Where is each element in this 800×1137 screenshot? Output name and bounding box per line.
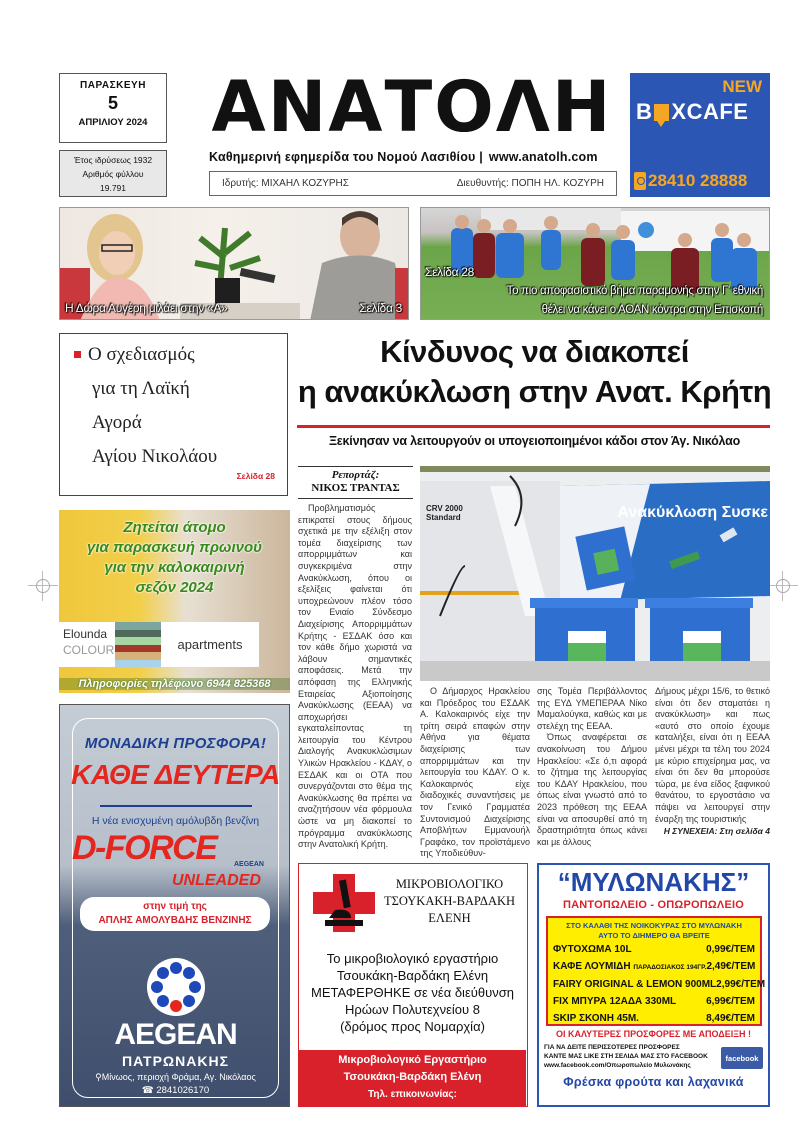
lab-title-line: ΕΛΕΝΗ xyxy=(428,911,471,925)
aegean-small-logo: AEGEAN xyxy=(234,861,264,868)
article-paragraph: Ο Δήμαρχος Ηρακλείου και Πρόεδρος του ΕΣΔΑΚ Α. Καλοκαιρινός είχε την τρίτη σειρά επαφών στην Αθήνα για θέματα διαχείρισης των απορριμμάτων και την λειτουργία του ΚΔΑΥ. Ο κ. Καλοκαιρινός είχε διαδοχικές συναντήσεις με τον Γενικό Γραμματέα Συντονισμού Διαχείρισης Αποβλήτων Εμμανουήλ Γραφάκο, τον προϊστάμενο της Υποδιεύθυν- xyxy=(420,686,530,859)
teaser-interview[interactable] xyxy=(59,207,409,320)
registration-mark-right xyxy=(776,579,790,593)
unleaded-label: UNLEADED xyxy=(172,872,261,889)
lab-title-line: ΤΣΟΥΚΑΚΗ-ΒΑΡΔΑΚΗ xyxy=(383,894,516,908)
divider xyxy=(100,805,252,807)
article-column-1 xyxy=(298,503,412,855)
article-column-3 xyxy=(537,686,647,856)
month-year: ΑΠΡΙΛΙΟΥ 2024 xyxy=(78,117,148,128)
aegean-brand: AEGEAN xyxy=(114,1018,237,1051)
product-price: 6,99€/ΤΕΜ xyxy=(706,996,755,1007)
product-price: 2,99€/ΤΕΜ xyxy=(716,979,766,990)
product-note: ΠΑΡΑΔΟΣΙΑΚΟΣ 194ΓΡ. xyxy=(633,964,707,971)
truck-label xyxy=(426,504,463,522)
elounda-logo xyxy=(59,622,259,667)
article-paragraph: Προβληματισμός επικρατεί στους δήμους σχετικά με την εξέλιξη στον τομέα διαχείρισης των απορριμμάτων και συγκεκριμένα στην Ανακύκλωση, όπου οι εξελίξεις φαίνεται ότι υποχρεώνουν πλέον τόσο τον Ενιαίο Σύνδεσμο Διαχείρισης Απορριμμάτων Κρήτης - ΕΣΔΑΚ όσο και τον κάθε δήμο χωριστά να λάβουν σημαντικές αποφάσεις. Μετά την απόφαση της Ελληνικής Εταιρείας Αξιοποίησης Ανακύκλωσης (ΕΕΑΑ) να αποχωρήσει εγκαταλείποντας τη λειτουργία του Κέντρου Διαλογής Ανακυκλώσιμων Υλικών Ηρακλείου - ΚΔΑΥ, ο ΕΣΔΑΚ και οι ΟΤΑ που συνεργάζονται στο θέμα της Ανακύκλωσης θα πρέπει να αναζητήσουν νέα φόρμουλα ώστε να μη διακοπεί το πρόγραμμα ανακύκλωσης στην Ανατολική Κρήτη. xyxy=(298,503,412,850)
elounda-line: Ζητείται άτομο xyxy=(123,519,226,536)
brand-right: XCAFE xyxy=(671,99,749,124)
offers-panel xyxy=(546,916,766,1026)
day-number: 5 xyxy=(107,93,118,113)
registration-mark-left xyxy=(36,579,50,593)
elounda-line: για παρασκευή πρωινού xyxy=(87,539,262,556)
headline-divider xyxy=(297,425,770,428)
product-name: FIX ΜΠΥΡΑ 12ΑΔΑ 330ML xyxy=(553,996,677,1007)
issue-label: Αριθμός φύλλου xyxy=(82,169,144,179)
byline-name: ΝΙΚΟΣ ΤΡΑΝΤΑΣ xyxy=(311,482,400,494)
lab-footer-line: Μικροβιολογικό Εργαστήριο xyxy=(338,1054,487,1066)
product-name: D-FORCE xyxy=(72,829,217,867)
product-row xyxy=(548,941,760,958)
newspaper-logo[interactable]: ΑΝΑΤΟΛΗ xyxy=(211,66,613,148)
product-row xyxy=(548,993,760,1010)
article-photo-recycling-truck xyxy=(420,466,770,681)
promo-line: Αγίου Νικολάου xyxy=(92,446,218,467)
facebook-info xyxy=(544,1043,714,1070)
weekday: ΠΑΡΑΣΚΕΥΗ xyxy=(80,80,146,91)
price-pill xyxy=(80,897,270,931)
phone xyxy=(60,1085,290,1097)
headline-line2: η ανακύκλωση στην Ανατ. Κρήτη xyxy=(297,374,772,409)
new-label: NEW xyxy=(722,77,762,96)
aegean-flower-logo-icon xyxy=(146,957,206,1017)
ad-elounda-colour[interactable] xyxy=(59,510,290,693)
truck-sub: Standard xyxy=(426,513,461,522)
color-stripes xyxy=(115,622,161,667)
continued-link[interactable]: Η ΣΥΝΕΧΕΙΑ: Στη σελίδα 4 xyxy=(663,826,770,837)
date-box xyxy=(59,73,167,143)
product-row xyxy=(548,1010,760,1027)
fresh-produce: Φρέσκα φρούτα και λαχανικά xyxy=(563,1075,744,1089)
tagline xyxy=(209,150,619,164)
teaser-football[interactable] xyxy=(420,207,770,320)
truck-banner: Ανακύκλωση Συσκε xyxy=(617,504,768,521)
truck-model: CRV 2000 xyxy=(426,504,463,513)
main-headline[interactable] xyxy=(297,332,772,412)
staff-box xyxy=(209,171,617,196)
article-paragraph: Δήμους μέχρι 15/6, το θετικό είναι ότι δεν σταματάει η ανακύκλωση» και πως «αυτό στο οποίο έχουμε καταλήξει, είναι ότι η ΕΕΑΑ μένει μέχρι τα τέλη του 2024 με κύριο επιχείρημα μας, να είναι ότι δεν θα μπορούσε τώρα, με ένα είδος ξαφνικού θανάτου, το εργοστάσιο να πάψει να λειτουργεί στην έναρξη της τουριστικής xyxy=(655,686,770,824)
teaser-caption: Η Δώρα Αυγέρη μιλάει στην «Α» xyxy=(65,301,228,315)
offers-receipt: ΟΙ ΚΑΛΥΤΕΡΕΣ ΠΡΟΣΦΟΡΕΣ ΜΕ ΑΠΟΔΕΙΞΗ ! xyxy=(556,1029,751,1039)
red-square-bullet-icon xyxy=(74,351,81,358)
boxcafe-brand xyxy=(636,99,748,125)
fb-line1: ΓΙΑ ΝΑ ΔΕΙΤΕ ΠΕΡΙΣΣΟΤΕΡΕΣ ΠΡΟΣΦΟΡΕΣ xyxy=(544,1044,680,1051)
elounda-headline xyxy=(59,518,290,598)
elounda-line: για την καλοκαιρινή xyxy=(104,559,245,576)
article-paragraph: σης Τομέα Περιβάλλοντος της ΕΥΔ ΥΜΕΠΕΡΑΑ Νίκο Μαμαλούγκα, καθώς και με στελέχη της ΕΕΑΑ. xyxy=(537,686,647,731)
promo-page: Σελίδα 28 xyxy=(236,471,275,481)
article-paragraph: Όπως αναφέρεται σε ανακοίνωση του Δήμου Ηρακλείου: «Σε ό,τι αφορά το ζήτημα της λειτουργίας του ΚΔΑΥ Ηρακλείου, που όπως είναι γνωστό από το 2023 πρόθεση της ΕΕΑΑ είναι να αποσυρθεί από τη δραστηριότητα όπως κάνει και με άλλους xyxy=(537,732,647,847)
byline-label: Ρεπορτάζ: xyxy=(331,469,380,481)
lab-title xyxy=(377,876,522,927)
tagline-text: Καθημερινή εφημερίδα του Νομού Λασιθίου | xyxy=(209,150,483,164)
address-text: Μίνωος, περιοχή Φράμα, Αγ. Νικόλαος xyxy=(101,1072,256,1082)
elounda-line: σεζόν 2024 xyxy=(135,579,214,596)
location-pin-icon: ⚲ xyxy=(95,1072,102,1082)
fuel-description: Η νέα ενισχυμένη αμόλυβδη βενζίνη xyxy=(91,815,260,827)
offer-label: ΜΟΝΑΔΙΚΗ ΠΡΟΣΦΟΡΑ! xyxy=(84,735,267,752)
intro-line2: ΑΥΤΟ ΤΟ ΔΙΗΜΕΡΟ ΘΑ ΒΡΕΙΤΕ xyxy=(598,931,710,940)
price-line2: ΑΠΛΗΣ ΑΜΟΛΥΒΔΗΣ ΒΕΝΖΙΝΗΣ xyxy=(98,915,252,926)
fb-url[interactable]: www.facebook.com/Οπωροπωλείο Μυλωνάκης xyxy=(544,1062,691,1069)
ad-boxcafe[interactable] xyxy=(630,73,770,197)
product-price: 2,49€/ΤΕΜ xyxy=(706,961,756,972)
brand-left: B xyxy=(636,99,653,124)
product-name: SKIP ΣΚΟΝΗ 45Μ. xyxy=(553,1013,639,1024)
store-name: “ΜΥΛΩΝΑΚΗΣ” xyxy=(557,867,750,897)
issue-number: 19.791 xyxy=(100,183,126,193)
phone-text: 2841026170 xyxy=(156,1085,210,1096)
promo-line: Αγορά xyxy=(92,412,142,433)
issue-info-box xyxy=(59,150,167,197)
recycling-truck-illustration xyxy=(420,466,770,681)
brand-colour: COLOUR xyxy=(63,643,115,657)
teaser-page: Σελίδα 3 xyxy=(359,301,402,315)
lab-body-line: ΜΕΤΑΦΕΡΘΗΚΕ σε νέα διεύθυνση xyxy=(311,985,514,1000)
lab-body-line: (δρόμος προς Νομαρχία) xyxy=(340,1019,485,1034)
subheadline: Ξεκίνησαν να λειτουργούν οι υπογειοποιημένοι κάδοι στον Άγ. Νικόλαο xyxy=(328,434,741,448)
medical-cross-microscope-icon xyxy=(311,872,377,934)
teaser-page: Σελίδα 28 xyxy=(425,265,475,279)
owner-name: ΠΑΤΡΩΝΑΚΗΣ xyxy=(121,1053,229,1069)
store-subtitle: ΠΑΝΤΟΠΩΛΕΙΟ - ΟΠΩΡΟΠΩΛΕΙΟ xyxy=(563,899,744,911)
boxcafe-phone xyxy=(634,171,747,191)
lab-footer-line: Τσουκάκη-Βαρδάκη Ελένη xyxy=(343,1071,482,1083)
teaser-caption-line2: θέλει να κάνει ο ΑΟΑΝ κόντρα στην Επισκοπή xyxy=(541,304,763,316)
facebook-like-icon[interactable]: facebook xyxy=(721,1047,763,1069)
promo-line: Ο σχεδιασμός xyxy=(88,344,195,365)
lab-footer-line: Τηλ. επικοινωνίας: xyxy=(368,1089,457,1100)
lab-footer xyxy=(299,1050,526,1106)
speech-bubble-icon xyxy=(654,104,669,121)
ad-microbiology-lab[interactable] xyxy=(298,863,528,1107)
brand-apartments: apartments xyxy=(177,637,243,652)
headline-line1: Κίνδυνος να διακοπεί xyxy=(380,334,689,369)
website-link[interactable]: www.anatolh.com xyxy=(488,150,598,164)
product-price: 0,99€/ΤΕΜ xyxy=(706,944,755,955)
founder: Ιδρυτής: ΜΙΧΑΗΛ ΚΟΖΥΡΗΣ xyxy=(222,178,349,189)
intro-line1: ΣΤΟ ΚΑΛΑΘΙ ΤΗΣ ΝΟΙΚΟΚΥΡΑΣ ΣΤΟ ΜΥΛΩΝΑΚΗ xyxy=(566,921,742,930)
director: Διευθυντής: ΠΟΠΗ ΗΛ. ΚΟΖΥΡΗ xyxy=(456,178,604,189)
brand-elounda: Elounda xyxy=(63,627,108,641)
product-row xyxy=(548,976,766,993)
phone-number: 28410 28888 xyxy=(648,171,748,190)
product-name: FAIRY ORIGINAL & LEMON 900ML xyxy=(553,979,717,990)
product-name: ΚΑΦΕ ΛΟΥΜΙΔΗ xyxy=(553,961,631,972)
ad-mylonakis-grocery[interactable] xyxy=(537,863,770,1107)
elounda-contact: Πληροφορίες τηλέφωνο 6944 825368 xyxy=(59,678,290,690)
price-line1: στην τιμή της xyxy=(143,901,207,912)
article-column-4 xyxy=(655,686,770,856)
article-column-2 xyxy=(420,686,530,859)
product-price: 8,49€/ΤΕΜ xyxy=(706,1013,755,1024)
founded-year: Έτος ιδρύσεως 1932 xyxy=(73,155,153,165)
phone-icon xyxy=(634,172,646,190)
offer-day: ΚΑΘΕ ΔΕΥΤΕΡΑ xyxy=(71,759,280,790)
byline xyxy=(298,466,413,499)
lab-body-line: Τσουκάκη-Βαρδάκη Ελένη xyxy=(336,968,489,983)
fb-line2: ΚΑΝΤΕ ΜΑΣ LIKE ΣΤΗ ΣΕΛΙΔΑ ΜΑΣ ΣΤΟ FACEBOOK xyxy=(544,1053,708,1060)
teaser-caption-line1: Το πιο αποφασιστικό βήμα παραμονής στην Γ' εθνική xyxy=(506,285,763,297)
promo-box-laiki-agora[interactable] xyxy=(59,333,288,496)
offers-intro xyxy=(548,918,760,941)
promo-line: για τη Λαϊκή xyxy=(92,378,190,399)
lab-body-line: Το μικροβιολογικό εργαστήριο xyxy=(326,951,499,966)
lab-body-line: Ηρώων Πολυτεχνείου 8 xyxy=(345,1002,480,1017)
lab-title-line: ΜΙΚΡΟΒΙΟΛΟΓΙΚΟ xyxy=(395,877,504,891)
address xyxy=(60,1071,290,1083)
ad-aegean-dforce[interactable] xyxy=(59,704,290,1107)
product-row xyxy=(548,958,760,976)
product-name: ΦΥΤΟΧΩΜΑ 10L xyxy=(553,944,632,955)
lab-body xyxy=(299,950,526,1035)
telephone-icon: ☎ xyxy=(141,1085,154,1096)
